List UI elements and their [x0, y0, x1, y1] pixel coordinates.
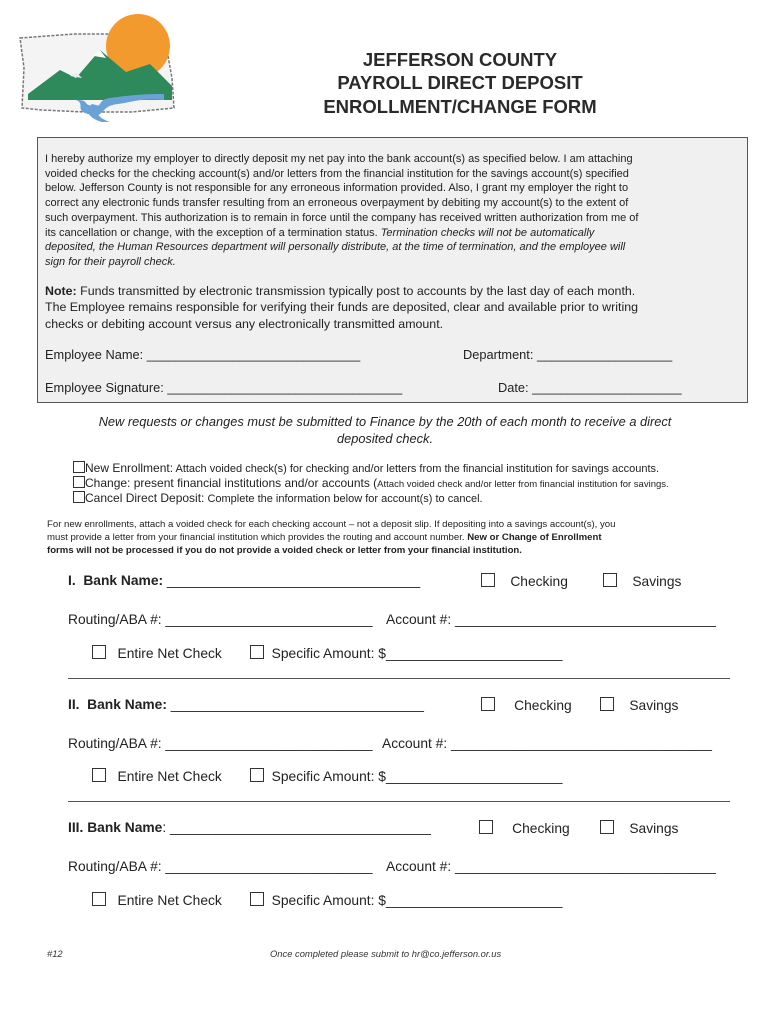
bank-1-checking-option[interactable]: Checking	[481, 573, 568, 589]
date-field[interactable]: Date: _____________________	[498, 380, 682, 395]
note-label: Note:	[45, 284, 77, 298]
deadline-notice: New requests or changes must be submitted to Finance by the 20th of each month to receive a direct deposited check.	[98, 414, 672, 446]
form-title-line1: JEFFERSON COUNTY	[362, 49, 558, 70]
note-paragraph: Note: Funds transmitted by electronic transmission typically post to accounts by the last day of each month. The Employee remains responsible for verifying their funds are deposited, clear and available prior to writing checks or debiting account versus any electronically transmitted amount.	[45, 284, 638, 331]
section-divider	[68, 801, 730, 802]
bank-1-name-field[interactable]: I. Bank Name: _________________________________	[68, 573, 421, 588]
checkbox[interactable]	[481, 697, 495, 711]
bank-2-routing-field[interactable]: Routing/ABA #: ___________________________	[68, 736, 373, 751]
bank-1-account-field[interactable]: Account #: __________________________________	[386, 612, 716, 627]
checkbox[interactable]	[481, 573, 495, 587]
enrollment-instructions: For new enrollments, attach a voided check for each checking account – not a deposit slip. If depositing into a savings account(s), you must provide a letter from your financial institution which provides the routing and account number. New or Change of Enrollment forms will not be processed if you do not provide a voided check or letter from your financial institution.	[47, 519, 616, 556]
checkbox[interactable]	[250, 768, 264, 782]
checkbox[interactable]	[479, 820, 493, 834]
bank-1-entire-net-check[interactable]: Entire Net Check	[92, 645, 222, 661]
bank-2-account-field[interactable]: Account #: __________________________________	[382, 736, 712, 751]
section-divider	[68, 678, 730, 679]
submit-note: Once completed please submit to hr@co.jefferson.or.us	[270, 948, 502, 959]
bank-3-specific-amount[interactable]: Specific Amount: $_______________________	[250, 892, 562, 908]
checkbox[interactable]	[250, 645, 264, 659]
bank-2-savings-option[interactable]: Savings	[600, 697, 678, 713]
form-title-line2: PAYROLL DIRECT DEPOSIT	[337, 72, 583, 93]
checkbox[interactable]	[600, 697, 614, 711]
form-title-line3: ENROLLMENT/CHANGE FORM	[323, 96, 597, 117]
checkbox[interactable]	[250, 892, 264, 906]
change-checkbox[interactable]	[73, 476, 85, 488]
form-number: #12	[47, 948, 63, 959]
cancel-direct-deposit-checkbox[interactable]	[73, 491, 85, 503]
bank-2-entire-net-check[interactable]: Entire Net Check	[92, 768, 222, 784]
new-enrollment-checkbox[interactable]	[73, 461, 85, 473]
checkbox[interactable]	[92, 768, 106, 782]
bank-3-name-field[interactable]: III. Bank Name: __________________________________	[68, 820, 431, 835]
bank-1-specific-amount[interactable]: Specific Amount: $_______________________	[250, 645, 562, 661]
checkbox[interactable]	[92, 892, 106, 906]
checkbox[interactable]	[600, 820, 614, 834]
bank-3-account-field[interactable]: Account #: __________________________________	[386, 859, 716, 874]
bank-2-name-field[interactable]: II. Bank Name: _________________________________	[68, 697, 424, 712]
checkbox[interactable]	[92, 645, 106, 659]
bank-2-specific-amount[interactable]: Specific Amount: $_______________________	[250, 768, 562, 784]
option-new-enrollment: New Enrollment: Attach voided check(s) for checking and/or letters from the financial institution for savings accounts.	[73, 461, 659, 475]
employee-name-field[interactable]: Employee Name: ______________________________	[45, 347, 361, 362]
authorization-paragraph: I hereby authorize my employer to directly deposit my net pay into the bank account(s) as specified below. I am attaching voided checks for the checking account(s) and/or letters from the financial institution for the savings account(s) specified below. Jefferson County is not responsible for any erroneous information provided. Also, I grant my employer the right to correct any electronic funds transfer resulting from an erroneous overpayment by debiting my account(s) to the extent of such overpayment. This authorization is to remain in force until the company has received written authorization from me of its cancellation or change, with the exception of a termination status. Termination checks will not be automatically deposited, the Human Resources department will personally distribute, at the time of termination, and the employee will sign for their payroll check.	[45, 153, 639, 268]
bank-1-routing-field[interactable]: Routing/ABA #: ___________________________	[68, 612, 373, 627]
bank-3-routing-field[interactable]: Routing/ABA #: ___________________________	[68, 859, 373, 874]
employee-signature-field[interactable]: Employee Signature: _________________________________	[45, 380, 403, 395]
bank-3-entire-net-check[interactable]: Entire Net Check	[92, 892, 222, 908]
jefferson-county-logo	[14, 8, 184, 124]
checkbox[interactable]	[603, 573, 617, 587]
department-field[interactable]: Department: ___________________	[463, 347, 673, 362]
option-change: Change: present financial institutions and/or accounts (Attach voided check and/or letter from financial institution for savings.	[73, 476, 669, 490]
bank-1-savings-option[interactable]: Savings	[603, 573, 681, 589]
bank-2-checking-option[interactable]: Checking	[481, 697, 572, 713]
bank-3-checking-option[interactable]: Checking	[479, 820, 570, 836]
option-cancel: Cancel Direct Deposit: Complete the information below for account(s) to cancel.	[73, 491, 483, 505]
bank-3-savings-option[interactable]: Savings	[600, 820, 678, 836]
